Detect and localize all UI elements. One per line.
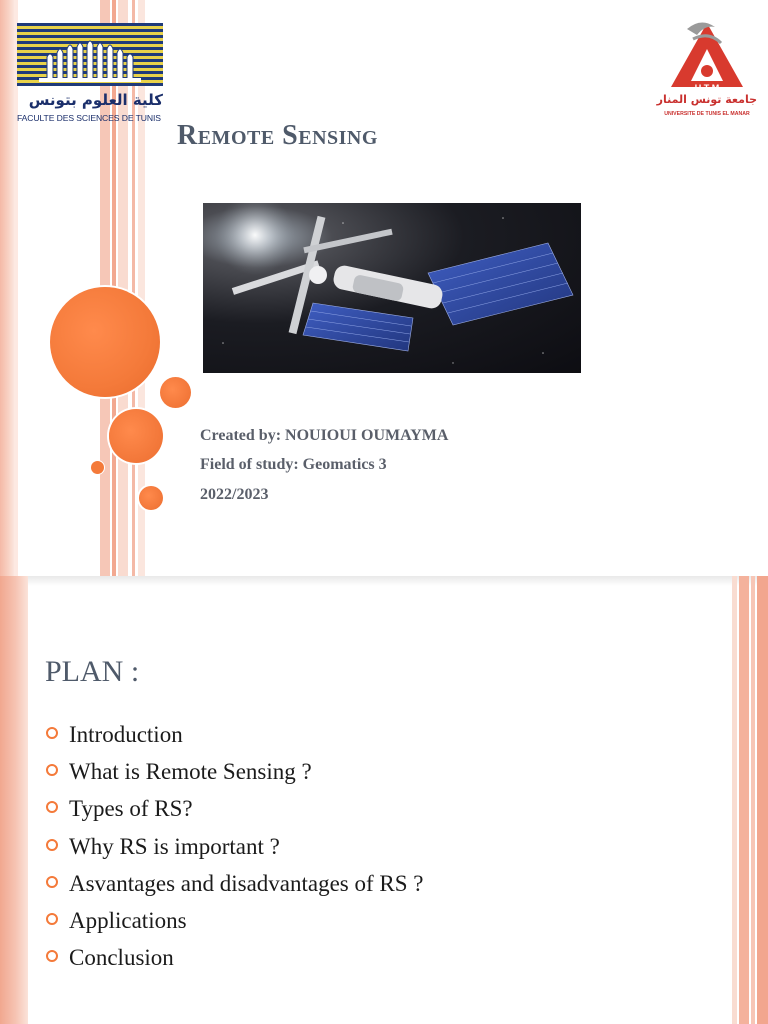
building-icon [17,23,163,86]
bullet-circle-icon [46,801,58,813]
decor-circle-small [160,377,191,408]
university-logo-arabic: جامعة تونس المنار [656,93,757,106]
list-item [46,940,424,977]
list-item-text: Applications [69,908,187,934]
utm-emblem-icon [657,15,757,93]
bullet-circle-icon [46,764,58,776]
author-line: Created by: NOUIOUI OUMAYMA [200,427,449,444]
decor-circle-large [50,287,160,397]
slide-divider [0,576,768,586]
list-item-text: Types of RS? [69,796,193,822]
list-item-text: Conclusion [69,945,174,971]
year-line: 2022/2023 [200,486,269,503]
plan-list [46,716,424,977]
faculty-logo-arabic: كلية العلوم بتونس [28,91,163,109]
left-decor-bar [0,0,14,576]
plan-slide [0,576,768,1024]
decor-circle-small [139,486,163,510]
utm-letters: U T M [694,83,720,93]
bullet-circle-icon [46,913,58,925]
university-logo [657,15,757,123]
list-item-text: Why RS is important ? [69,833,280,859]
right-decor-stripes [732,576,768,1024]
slide-title: Remote Sensing [177,120,378,151]
list-item [46,865,424,902]
decor-circle-tiny [91,461,104,474]
left-decor-bar [0,576,28,1024]
bullet-circle-icon [46,876,58,888]
faculty-logo [17,23,163,133]
list-item [46,828,424,865]
bullet-circle-icon [46,950,58,962]
list-item-text: Asvantages and disadvantages of RS ? [69,870,424,896]
faculty-logo-french: FACULTE DES SCIENCES DE TUNIS [17,113,161,123]
list-item [46,716,424,753]
list-item-text: What is Remote Sensing ? [69,758,312,784]
university-logo-french: UNIVERSITE DE TUNIS EL MANAR [664,111,750,117]
faculty-logo-emblem [17,23,163,86]
field-line: Field of study: Geomatics 3 [200,456,387,473]
list-item-text: Introduction [69,721,183,747]
bullet-circle-icon [46,727,58,739]
list-item [46,902,424,939]
bullet-circle-icon [46,839,58,851]
list-item [46,753,424,790]
satellite-icon [203,203,581,373]
list-item [46,791,424,828]
satellite-photo [203,203,581,373]
plan-title: PLAN : [45,655,140,688]
decor-circle-medium [109,409,163,463]
